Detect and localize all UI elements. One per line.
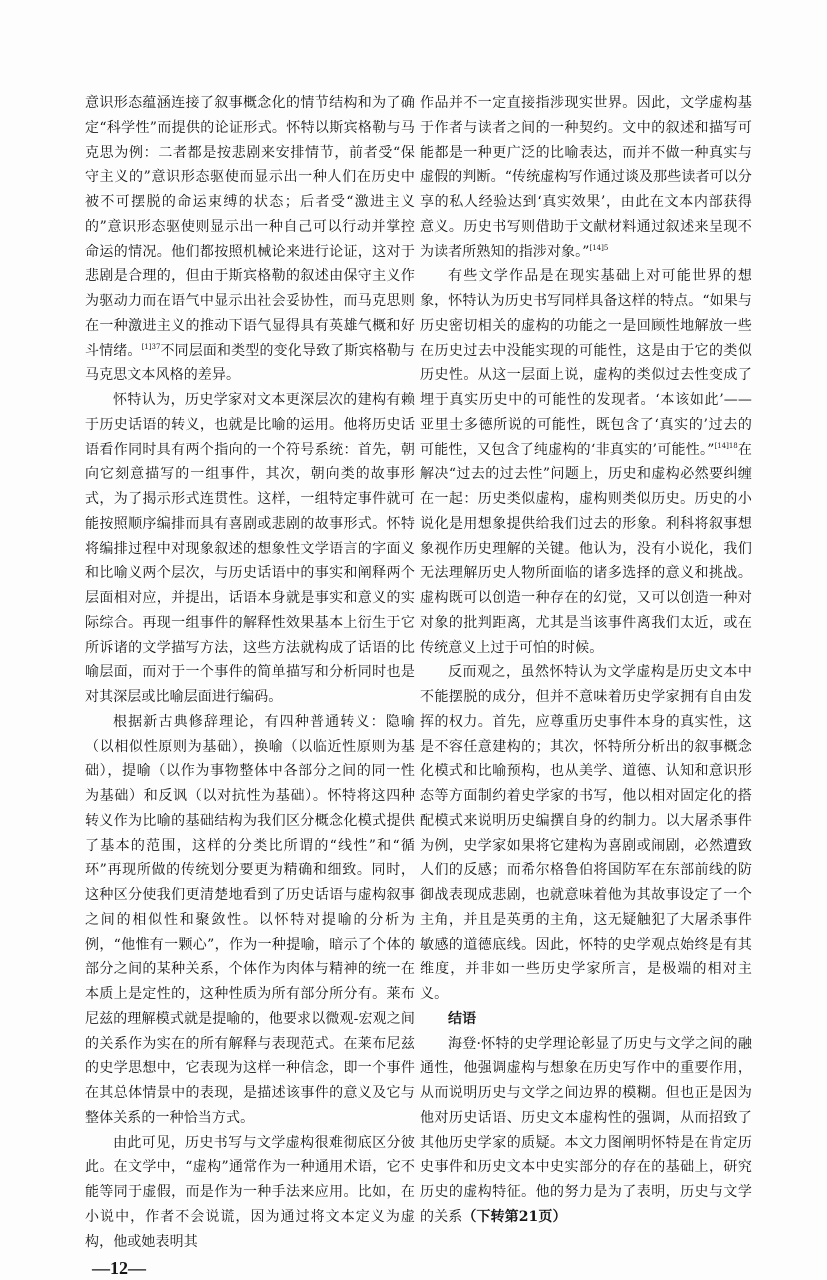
- page-number: —12—: [92, 1258, 146, 1279]
- paragraph: [85, 91, 415, 388]
- paragraph: 根据新古典修辞理论，有四种普通转义：隐喻（以相似性原则为基础），换喻（以临近性原则为基础），提喻（以作为事物整体中各部分之间的同一性为基础）和反讽（以对抗性为基础）。怀特将这四种转义作为比喻的基础结构为我们区分概念化模式提供了基本的范围，这样的分类比所谓的“线性”和“循环”再现所做的传统划分要更为精确和细致。同时，这种区分使我们更清楚地看到了历史话语与虚构叙事之间的相似性和聚敛性。以怀特对提喻的分析为例，“他惟有一颗心”，作为一种提喻，暗示了个体的部分之间的某种关系，个体作为肉体与精神的统一在本质上是定性的，这种性质为所有部分所分有。莱布尼兹的理解模式就是提喻的，他要求以微观-宏观之间的关系作为实在的所有解释与表现范式。在莱布尼兹的史学思想中，它表现为这样一种信念，即一个事件在其总体情景中的表现，是描述该事件的意义及它与整体关系的一种恰当方式。: [85, 713, 415, 1126]
- right-column: [420, 91, 752, 1230]
- citation: [14]5: [589, 243, 609, 252]
- citation: [1]37: [141, 342, 161, 351]
- paragraph-text: 意识形态蕴涵连接了叙事概念化的情节结构和为了确定“科学性”而提供的论证形式。怀特以斯宾格勒与马克思为例：二者都是按悲剧来安排情节，前者受“保守主义的”意识形态驱使而显示出一种人们在历史中被不可摆脱的命运束缚的状态；后者受“激进主义的”意识形态驱使则显示出一种自己可以行动并掌控命运的情况。他们都按照机械论来进行论证，这对于悲剧是合理的，但由于斯宾格勒的叙述由保守主义作为驱动力而在语气中显示出社会妥协性，而马克思则在一种激进主义的推动下语气显得具有英雄气概和好斗情绪。: [85, 95, 415, 359]
- paragraph: [420, 91, 752, 264]
- paragraph: 反而观之，虽然怀特认为文学虚构是历史文本中不能摆脱的成分，但并不意味着历史学家拥有自由发挥的权力。首先，应尊重历史事件本身的真实性，这是不容任意建构的；其次，怀特所分析出的叙事概念化模式和比喻预构，也从美学、道德、认知和意识形态等方面制约着史学家的书写，他以相对固定化的搭配模式来说明历史编撰自身的约制力。以大屠杀事件为例，史学家如果将它建构为喜剧或闹剧，必然遭致人们的反感；而希尔格鲁伯将国防军在东部前线的防御战表现成悲剧，也就意味着他为其故事设定了一个主角，并且是英勇的主角，这无疑触犯了大屠杀事件敏感的道德底线。因此，怀特的史学观点始终是有其维度，并非如一些历史学家所言，是极端的相对主义。: [420, 664, 752, 1002]
- paragraph: [420, 264, 752, 660]
- continued-note: （下转第21页）: [462, 1208, 567, 1225]
- left-column: [85, 91, 415, 1280]
- citation: [14]18: [714, 441, 738, 450]
- paragraph-text: 作品并不一定直接指涉现实世界。因此，文学虚构基于作者与读者之间的一种契约。文中的叙述和描写可能都是一种更广泛的比喻表达，而并不做一种真实与虚假的判断。“传统虚构写作通过谈及那些读者可以分享的私人经验达到‘真实效果’，由此在文本内部获得意义。历史书写则借助于文献材料通过叙述来呈现不为读者所熟知的指涉对象。”: [420, 95, 752, 260]
- paragraph-text: 有些文学作品是在现实基础上对可能世界的想象，怀特认为历史书写同样具备这样的特点。“如果与历史密切相关的虚构的功能之一是回顾性地解放一些在历史过去中没能实现的可能性，这是由于它的类似历史性。从这一层面上说，虚构的类似过去性变成了埋于真实历史中的可能性的发现者。‘本该如此’——亚里士多德所说的可能性，既包含了‘真实的’过去的可能性，又包含了纯虚构的‘非真实的’可能性。”: [420, 268, 752, 458]
- paragraph: 由此可见，历史书写与文学虚构很难彻底区分彼此。在文学中，“虚构”通常作为一种通用术语，它不能等同于虚假，而是作为一种手法来应用。比如，在小说中，作者不会说谎，因为通过将文本定义为虚构，他或她表明其: [85, 1134, 415, 1250]
- section-heading: 结语: [448, 1010, 477, 1027]
- paragraph-text: 在解决“过去的过去性”问题上，历史和虚构必然要纠缠在一起：历史类似虚构，虚构则类似历史。历史的小说化是用想象提供给我们过去的形象。利科将叙事想象视作历史理解的关键。他认为，没有小说化，我们无法理解历史人物所面临的诸多选择的意义和挑战。虚构既可以创造一种存在的幻觉，又可以创造一种对对象的批判距离，尤其是当该事件离我们太近，或在传统意义上过于可怕的时候。: [420, 441, 752, 656]
- paragraph: 怀特认为，历史学家对文本更深层次的建构有赖于历史话语的转义，也就是比喻的运用。他将历史话语看作同时具有两个指向的一个符号系统：首先，朝向它刻意描写的一组事件，其次，朝向类的故事形式，为了揭示形式连贯性。这样，一组特定事件就可能按照顺序编排而具有喜剧或悲剧的故事形式。怀特将编排过程中对现象叙述的想象性文学语言的字面义和比喻义两个层次，与历史话语中的事实和阐释两个层面相对应，并提出，话语本身就是事实和意义的实际综合。再现一组事件的解释性效果基本上衍生于它所诉诸的文学描写方法，这些方法就构成了话语的比喻层面，而对于一个事件的简单描写和分析同时也是对其深层或比喻层面进行编码。: [85, 392, 415, 705]
- paragraph-text: 海登·怀特的史学理论彰显了历史与文学之间的融通性，他强调虚构与想象在历史写作中的重要作用，从而说明历史与文学之间边界的模糊。但也正是因为他对历史话语、历史文本虚构性的强调，从而招致了其他历史学家的质疑。本文力图阐明怀特是在肯定历史事件和历史文本中史实部分的存在的基础上，研究历史的虚构特征。他的努力是为了表明，历史与文学的关系: [420, 1035, 752, 1225]
- paragraph: [420, 1032, 752, 1230]
- paragraph-text: 不同层面和类型的变化导致了斯宾格勒与马克思文本风格的差异。: [85, 342, 415, 384]
